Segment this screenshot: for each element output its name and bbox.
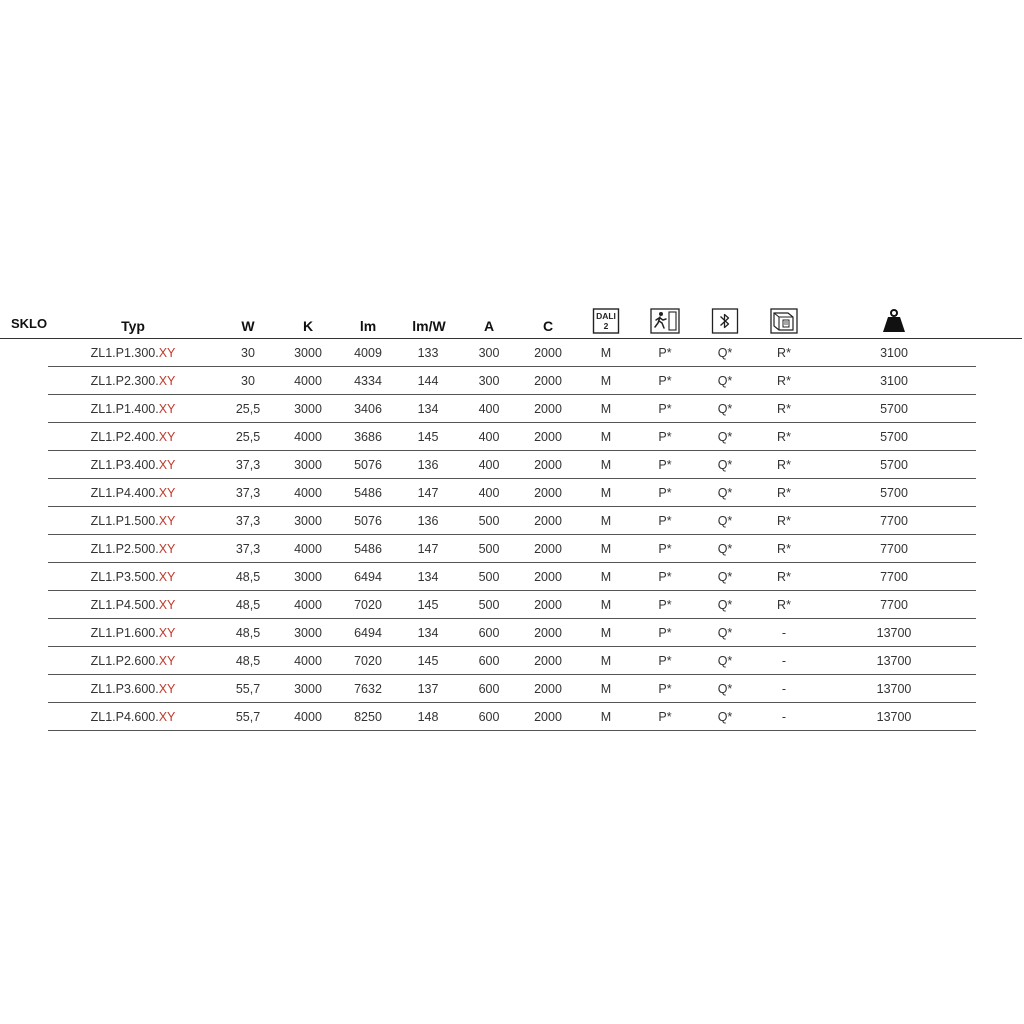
cell-weight: 7700: [880, 570, 908, 584]
cell-a: 400: [478, 402, 500, 416]
cell-w: 30: [241, 374, 255, 388]
cell-c: 2000: [534, 374, 562, 388]
cell-c: 2000: [534, 626, 562, 640]
typ-suffix: XY: [158, 598, 176, 612]
cell-typ: [91, 458, 176, 472]
typ-base: ZL1.P1.300.: [90, 346, 159, 360]
table-row: [0, 451, 1024, 479]
cell-dali: M: [600, 598, 612, 612]
header-a: A: [483, 318, 495, 334]
cell-dali: M: [600, 542, 612, 556]
cell-emergency: P*: [658, 458, 672, 472]
cell-sensor: R*: [777, 570, 791, 584]
cell-sensor: R*: [777, 542, 791, 556]
cell-typ: [91, 542, 176, 556]
header-lm: lm: [359, 318, 377, 334]
cell-lm: 7632: [354, 682, 382, 696]
cell-bluetooth: Q*: [717, 486, 733, 500]
cell-typ: [91, 346, 176, 360]
weight-icon: [881, 308, 907, 339]
table-row: [0, 507, 1024, 535]
cell-a: 400: [478, 430, 500, 444]
cell-w: 48,5: [235, 598, 261, 612]
row-divider: [48, 730, 976, 731]
typ-suffix: XY: [158, 374, 176, 388]
cell-emergency: P*: [658, 682, 672, 696]
cell-lmw: 145: [417, 430, 439, 444]
cell-weight: 3100: [880, 346, 908, 360]
cell-w: 37,3: [235, 458, 261, 472]
cell-w: 55,7: [235, 682, 261, 696]
cell-weight: 7700: [880, 598, 908, 612]
typ-base: ZL1.P2.600.: [90, 654, 159, 668]
table-row: [0, 339, 1024, 367]
cell-w: 30: [241, 346, 255, 360]
dali-icon-text-top: DALI: [596, 311, 616, 321]
cell-c: 2000: [534, 514, 562, 528]
cell-a: 600: [478, 710, 500, 724]
typ-base: ZL1.P3.400.: [90, 458, 159, 472]
typ-base: ZL1.P4.400.: [90, 486, 159, 500]
typ-suffix: XY: [158, 682, 176, 696]
typ-suffix: XY: [158, 402, 176, 416]
table-row: [0, 479, 1024, 507]
typ-suffix: XY: [158, 346, 176, 360]
cell-sensor: -: [781, 626, 787, 640]
table-row: [0, 591, 1024, 619]
cell-sensor: R*: [777, 514, 791, 528]
cell-bluetooth: Q*: [717, 626, 733, 640]
cell-c: 2000: [534, 402, 562, 416]
cell-c: 2000: [534, 654, 562, 668]
typ-base: ZL1.P2.300.: [90, 374, 159, 388]
typ-suffix: XY: [158, 486, 176, 500]
cell-k: 3000: [294, 570, 322, 584]
cell-lm: 3406: [354, 402, 382, 416]
cell-k: 4000: [294, 598, 322, 612]
cell-c: 2000: [534, 598, 562, 612]
cell-emergency: P*: [658, 570, 672, 584]
cell-a: 300: [478, 374, 500, 388]
typ-suffix: XY: [158, 710, 176, 724]
typ-base: ZL1.P1.500.: [90, 514, 159, 528]
cell-lm: 7020: [354, 598, 382, 612]
cell-dali: M: [600, 570, 612, 584]
cell-weight: 7700: [880, 542, 908, 556]
header-lmw: lm/W: [412, 318, 446, 334]
typ-suffix: XY: [158, 542, 176, 556]
cell-dali: M: [600, 346, 612, 360]
cell-weight: 5700: [880, 402, 908, 416]
cell-w: 37,3: [235, 542, 261, 556]
cell-lm: 6494: [354, 626, 382, 640]
cell-w: 25,5: [235, 430, 261, 444]
typ-suffix: XY: [158, 430, 176, 444]
cell-bluetooth: Q*: [717, 374, 733, 388]
cell-c: 2000: [534, 430, 562, 444]
cell-k: 3000: [294, 402, 322, 416]
cell-sensor: R*: [777, 598, 791, 612]
dali-icon-text-bottom: 2: [603, 321, 609, 331]
cell-typ: [91, 374, 176, 388]
cell-emergency: P*: [658, 514, 672, 528]
cell-k: 4000: [294, 654, 322, 668]
typ-base: ZL1.P4.600.: [90, 710, 159, 724]
cell-dali: M: [600, 402, 612, 416]
cell-w: 37,3: [235, 514, 261, 528]
cell-bluetooth: Q*: [717, 654, 733, 668]
typ-base: ZL1.P2.400.: [90, 430, 159, 444]
cell-a: 300: [478, 346, 500, 360]
cell-lm: 5076: [354, 458, 382, 472]
cell-k: 3000: [294, 514, 322, 528]
typ-suffix: XY: [158, 514, 176, 528]
cell-a: 600: [478, 682, 500, 696]
cell-dali: M: [600, 486, 612, 500]
cell-lmw: 134: [417, 570, 439, 584]
cell-weight: 13700: [876, 626, 912, 640]
cell-lm: 4009: [354, 346, 382, 360]
cell-lmw: 147: [417, 486, 439, 500]
typ-suffix: XY: [158, 654, 176, 668]
emergency-exit-icon: [650, 308, 680, 339]
cell-bluetooth: Q*: [717, 710, 733, 724]
dali-2-icon: [593, 308, 620, 339]
cell-a: 500: [478, 542, 500, 556]
typ-base: ZL1.P1.600.: [90, 626, 159, 640]
typ-base: ZL1.P2.500.: [90, 542, 159, 556]
cell-weight: 5700: [880, 486, 908, 500]
cell-dali: M: [600, 514, 612, 528]
cell-lm: 4334: [354, 374, 382, 388]
cell-a: 500: [478, 514, 500, 528]
cell-a: 400: [478, 458, 500, 472]
cell-emergency: P*: [658, 626, 672, 640]
sensor-box-icon: [770, 308, 798, 339]
table-row: [0, 367, 1024, 395]
cell-sensor: R*: [777, 346, 791, 360]
cell-dali: M: [600, 626, 612, 640]
cell-lmw: 134: [417, 402, 439, 416]
cell-w: 48,5: [235, 570, 261, 584]
cell-w: 25,5: [235, 402, 261, 416]
cell-a: 500: [478, 570, 500, 584]
cell-lmw: 133: [417, 346, 439, 360]
cell-typ: [91, 626, 176, 640]
cell-emergency: P*: [658, 598, 672, 612]
cell-sensor: R*: [777, 374, 791, 388]
typ-suffix: XY: [158, 626, 176, 640]
cell-w: 48,5: [235, 626, 261, 640]
cell-w: 55,7: [235, 710, 261, 724]
cell-c: 2000: [534, 346, 562, 360]
cell-lmw: 145: [417, 654, 439, 668]
table-row: [0, 535, 1024, 563]
cell-bluetooth: Q*: [717, 598, 733, 612]
table-row: [0, 675, 1024, 703]
cell-lmw: 136: [417, 514, 439, 528]
cell-dali: M: [600, 710, 612, 724]
cell-emergency: P*: [658, 542, 672, 556]
cell-bluetooth: Q*: [717, 514, 733, 528]
cell-weight: 3100: [880, 374, 908, 388]
cell-weight: 7700: [880, 514, 908, 528]
cell-bluetooth: Q*: [717, 542, 733, 556]
cell-w: 48,5: [235, 654, 261, 668]
cell-sensor: -: [781, 654, 787, 668]
header-w: W: [241, 318, 255, 334]
cell-c: 2000: [534, 570, 562, 584]
cell-dali: M: [600, 374, 612, 388]
cell-c: 2000: [534, 486, 562, 500]
cell-bluetooth: Q*: [717, 346, 733, 360]
cell-bluetooth: Q*: [717, 402, 733, 416]
cell-typ: [91, 430, 176, 444]
cell-sensor: R*: [777, 402, 791, 416]
cell-c: 2000: [534, 458, 562, 472]
cell-typ: [91, 682, 176, 696]
cell-lmw: 137: [417, 682, 439, 696]
cell-weight: 13700: [876, 654, 912, 668]
cell-w: 37,3: [235, 486, 261, 500]
cell-c: 2000: [534, 542, 562, 556]
cell-lm: 3686: [354, 430, 382, 444]
cell-lm: 8250: [354, 710, 382, 724]
cell-bluetooth: Q*: [717, 430, 733, 444]
table-row: [0, 703, 1024, 731]
cell-k: 3000: [294, 346, 322, 360]
typ-base: ZL1.P3.600.: [90, 682, 159, 696]
table-row: [0, 423, 1024, 451]
table-row: [0, 395, 1024, 423]
cell-lmw: 145: [417, 598, 439, 612]
cell-k: 3000: [294, 682, 322, 696]
typ-suffix: XY: [158, 458, 176, 472]
cell-emergency: P*: [658, 346, 672, 360]
cell-lm: 5076: [354, 514, 382, 528]
cell-sensor: R*: [777, 430, 791, 444]
typ-base: ZL1.P3.500.: [90, 570, 159, 584]
cell-emergency: P*: [658, 374, 672, 388]
bluetooth-icon: [712, 308, 739, 339]
cell-sensor: -: [781, 710, 787, 724]
cell-emergency: P*: [658, 486, 672, 500]
cell-a: 600: [478, 626, 500, 640]
cell-dali: M: [600, 458, 612, 472]
cell-weight: 5700: [880, 458, 908, 472]
cell-sensor: -: [781, 682, 787, 696]
cell-lm: 6494: [354, 570, 382, 584]
cell-emergency: P*: [658, 402, 672, 416]
cell-bluetooth: Q*: [717, 570, 733, 584]
cell-k: 4000: [294, 542, 322, 556]
cell-weight: 5700: [880, 430, 908, 444]
cell-k: 3000: [294, 626, 322, 640]
table-row: [0, 619, 1024, 647]
cell-c: 2000: [534, 710, 562, 724]
typ-base: ZL1.P4.500.: [90, 598, 159, 612]
cell-lm: 5486: [354, 542, 382, 556]
typ-suffix: XY: [158, 570, 176, 584]
cell-weight: 13700: [876, 682, 912, 696]
cell-typ: [91, 654, 176, 668]
header-c: C: [542, 318, 554, 334]
cell-typ: [91, 486, 176, 500]
cell-lmw: 134: [417, 626, 439, 640]
cell-sensor: R*: [777, 486, 791, 500]
table-row: [0, 563, 1024, 591]
cell-typ: [91, 570, 176, 584]
cell-weight: 13700: [876, 710, 912, 724]
cell-dali: M: [600, 430, 612, 444]
section-label: SKLO: [11, 316, 48, 331]
cell-k: 4000: [294, 486, 322, 500]
cell-k: 4000: [294, 430, 322, 444]
cell-lm: 5486: [354, 486, 382, 500]
cell-lmw: 147: [417, 542, 439, 556]
cell-bluetooth: Q*: [717, 458, 733, 472]
cell-lmw: 136: [417, 458, 439, 472]
cell-typ: [91, 598, 176, 612]
cell-typ: [91, 514, 176, 528]
cell-dali: M: [600, 682, 612, 696]
header-k: K: [302, 318, 314, 334]
cell-typ: [91, 402, 176, 416]
cell-typ: [91, 710, 176, 724]
header-typ: Typ: [121, 318, 145, 334]
cell-sensor: R*: [777, 458, 791, 472]
cell-bluetooth: Q*: [717, 682, 733, 696]
cell-emergency: P*: [658, 654, 672, 668]
typ-base: ZL1.P1.400.: [90, 402, 159, 416]
cell-k: 4000: [294, 374, 322, 388]
cell-a: 500: [478, 598, 500, 612]
cell-dali: M: [600, 654, 612, 668]
cell-emergency: P*: [658, 710, 672, 724]
cell-emergency: P*: [658, 430, 672, 444]
cell-a: 400: [478, 486, 500, 500]
table-row: [0, 647, 1024, 675]
cell-lmw: 144: [417, 374, 439, 388]
cell-k: 3000: [294, 458, 322, 472]
cell-c: 2000: [534, 682, 562, 696]
cell-lm: 7020: [354, 654, 382, 668]
cell-k: 4000: [294, 710, 322, 724]
cell-lmw: 148: [417, 710, 439, 724]
cell-a: 600: [478, 654, 500, 668]
